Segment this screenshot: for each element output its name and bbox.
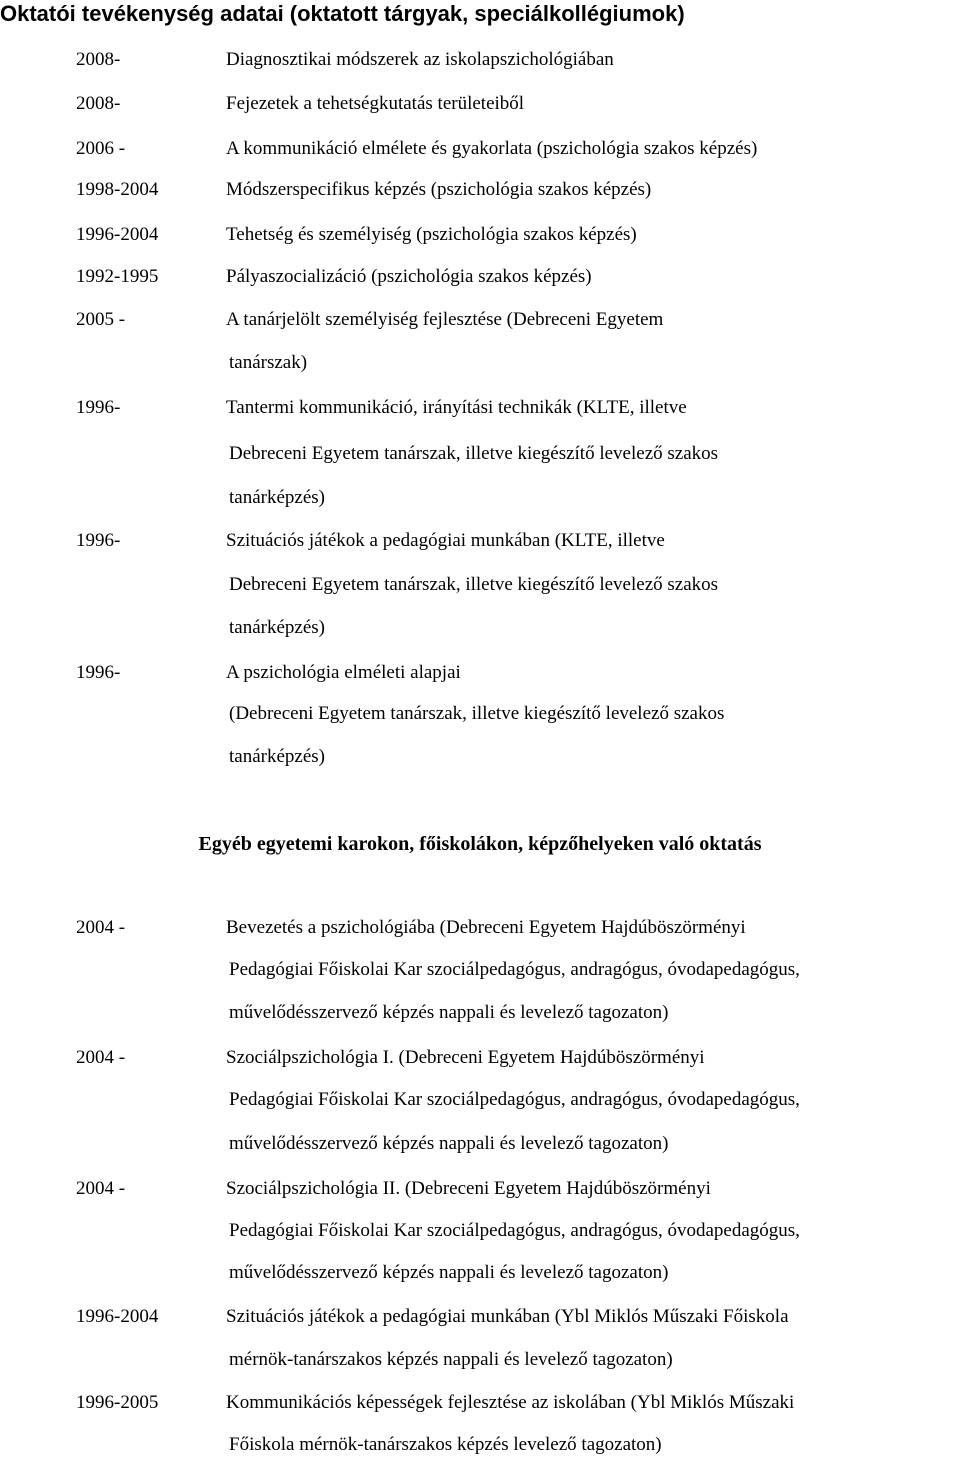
entry-course-text: Debreceni Egyetem tanárszak, illetve kiegészítő levelező szakos: [229, 574, 719, 595]
entry-course-text: tanárképzés): [229, 617, 325, 638]
entry-course-text: művelődésszervező képzés nappali és levelező tagozaton): [229, 1262, 669, 1283]
entry-continuation: [0, 745, 960, 789]
entry-course-text: Tehetség és személyiség (pszichológia szakos képzés): [226, 224, 637, 245]
entry-course-text: Főiskola mérnök-tanárszakos képzés levelező tagozaton): [229, 1434, 662, 1455]
entry-continuation: [0, 351, 960, 395]
entry-row: [0, 92, 960, 136]
entry-row: [0, 137, 960, 181]
entry-course-text: Diagnosztikai módszerek az iskolapszichológiában: [226, 49, 614, 70]
entry-continuation: [0, 486, 960, 530]
entry-course-text: Fejezetek a tehetségkutatás területeiből: [226, 93, 525, 114]
entry-course-text: Pedagógiai Főiskolai Kar szociálpedagógus, andragógus, óvodapedagógus,: [229, 959, 800, 980]
entry-course-text: Szituációs játékok a pedagógiai munkában (Ybl Miklós Műszaki Főiskola: [226, 1306, 789, 1327]
entry-continuation: [0, 1348, 960, 1392]
entry-course-text: Kommunikációs képességek fejlesztése az iskolában (Ybl Miklós Műszaki: [226, 1392, 795, 1413]
entry-row: [0, 529, 960, 573]
entry-years: 1996-2004: [76, 1306, 159, 1327]
entry-row: [0, 178, 960, 222]
entry-course-text: tanárképzés): [229, 746, 325, 767]
entry-continuation: [0, 616, 960, 660]
entry-years: 2005 -: [76, 309, 126, 330]
entry-course-text: művelődésszervező képzés nappali és levelező tagozaton): [229, 1002, 669, 1023]
entry-years: 1992-1995: [76, 266, 159, 287]
entry-course-text: tanárképzés): [229, 487, 325, 508]
entry-row: [0, 48, 960, 92]
entry-continuation: [0, 573, 960, 617]
entry-years: 1996-: [76, 662, 121, 683]
entry-course-text: Pedagógiai Főiskolai Kar szociálpedagógus, andragógus, óvodapedagógus,: [229, 1089, 800, 1110]
page-title: Oktatói tevékenység adatai (oktatott tárgyak, speciálkollégiumok): [0, 1, 685, 26]
entry-course-text: A kommunikáció elmélete és gyakorlata (pszichológia szakos képzés): [226, 138, 758, 159]
entry-row: [0, 265, 960, 309]
entry-years: 2006 -: [76, 138, 126, 159]
entry-course-text: mérnök-tanárszakos képzés nappali és levelező tagozaton): [229, 1349, 673, 1370]
entry-continuation: [0, 1132, 960, 1176]
entry-continuation: [0, 442, 960, 486]
entry-row: [0, 223, 960, 267]
entry-row: [0, 1177, 960, 1221]
entry-course-text: Szituációs játékok a pedagógiai munkában (KLTE, illetve: [226, 530, 665, 551]
entry-row: [0, 396, 960, 440]
entry-years: 1996-2005: [76, 1392, 159, 1413]
entry-row: [0, 308, 960, 352]
entry-years: 1996-2004: [76, 224, 159, 245]
entry-course-text: Pedagógiai Főiskolai Kar szociálpedagógus, andragógus, óvodapedagógus,: [229, 1220, 800, 1241]
entry-years: 2008-: [76, 93, 121, 114]
entry-course-text: A pszichológia elméleti alapjai: [226, 662, 461, 683]
entry-course-text: Szociálpszichológia II. (Debreceni Egyetem Hajdúböszörményi: [226, 1178, 711, 1199]
entry-continuation: [0, 1433, 960, 1477]
entry-continuation: [0, 958, 960, 1002]
entry-years: 2008-: [76, 49, 121, 70]
section-heading: Egyéb egyetemi karokon, főiskolákon, képzőhelyeken való oktatás: [198, 833, 762, 855]
entry-course-text: Debreceni Egyetem tanárszak, illetve kiegészítő levelező szakos: [229, 443, 719, 464]
entry-course-text: Pályaszocializáció (pszichológia szakos képzés): [226, 266, 592, 287]
entry-row: [0, 661, 960, 705]
entry-course-text: (Debreceni Egyetem tanárszak, illetve kiegészítő levelező szakos: [229, 703, 725, 724]
entry-years: 1998-2004: [76, 179, 159, 200]
entry-continuation: [0, 1261, 960, 1305]
entry-course-text: művelődésszervező képzés nappali és levelező tagozaton): [229, 1133, 669, 1154]
entry-continuation: [0, 702, 960, 746]
entry-row: [0, 916, 960, 960]
entry-years: 2004 -: [76, 1047, 126, 1068]
entry-years: 2004 -: [76, 917, 126, 938]
entry-continuation: [0, 1001, 960, 1045]
entry-course-text: Tantermi kommunikáció, irányítási technikák (KLTE, illetve: [226, 397, 687, 418]
entry-course-text: tanárszak): [229, 352, 308, 373]
entry-years: 2004 -: [76, 1178, 126, 1199]
entry-row: [0, 1391, 960, 1435]
entry-continuation: [0, 1088, 960, 1132]
entry-years: 1996-: [76, 530, 121, 551]
entry-continuation: [0, 1219, 960, 1263]
entry-course-text: Módszerspecifikus képzés (pszichológia szakos képzés): [226, 179, 652, 200]
entry-row: [0, 1046, 960, 1090]
entry-course-text: A tanárjelölt személyiség fejlesztése (Debreceni Egyetem: [226, 309, 664, 330]
entry-years: 1996-: [76, 397, 121, 418]
entry-course-text: Bevezetés a pszichológiába (Debreceni Egyetem Hajdúböszörményi: [226, 917, 746, 938]
entry-row: [0, 1305, 960, 1349]
entry-course-text: Szociálpszichológia I. (Debreceni Egyetem Hajdúböszörményi: [226, 1047, 705, 1068]
